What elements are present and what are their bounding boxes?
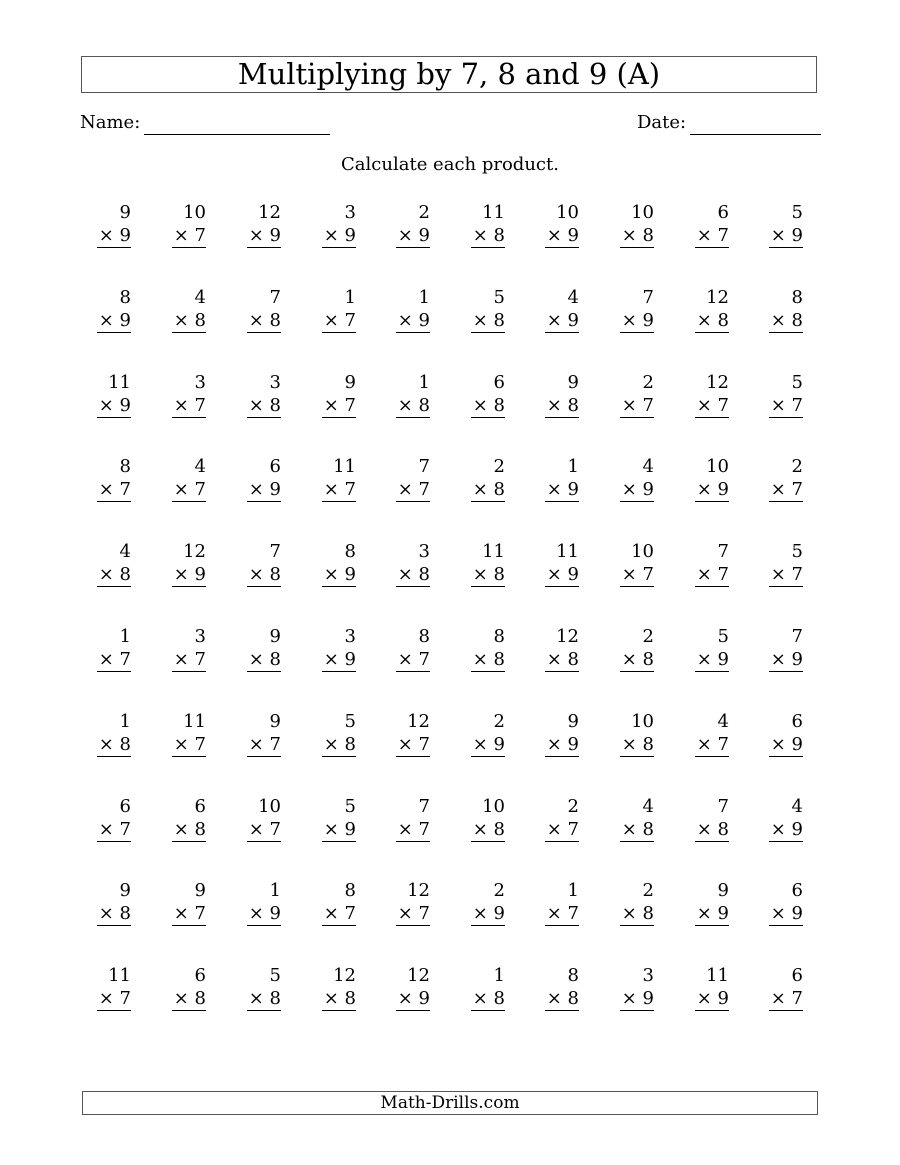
multiplicand: 6: [717, 202, 729, 223]
multiplier: × 8: [472, 819, 505, 840]
multiplicand: 5: [717, 626, 729, 647]
multiplier: × 9: [546, 479, 579, 500]
multiplicand: 10: [706, 456, 729, 477]
multiplicand: 6: [194, 796, 206, 817]
multiplicand: 4: [791, 796, 803, 817]
multiplicand: 1: [119, 711, 131, 732]
multiplicand: 4: [567, 287, 579, 308]
multiplier: × 8: [248, 395, 281, 416]
multiplicand: 8: [567, 965, 579, 986]
multiplicand: 12: [183, 541, 206, 562]
multiplier: × 7: [546, 903, 579, 924]
multiplicand: 4: [194, 456, 206, 477]
multiplicand: 11: [108, 372, 131, 393]
multiplier: × 8: [173, 988, 206, 1009]
multiplicand: 12: [407, 965, 430, 986]
multiplicand: 9: [567, 372, 579, 393]
multiplier: × 9: [621, 310, 654, 331]
multiplicand: 10: [631, 711, 654, 732]
multiplier: × 8: [323, 734, 356, 755]
multiplier: × 8: [472, 395, 505, 416]
multiplier: × 7: [98, 988, 131, 1009]
multiplier: × 7: [173, 734, 206, 755]
multiplier: × 8: [173, 310, 206, 331]
multiplicand: 2: [493, 880, 505, 901]
multiplier: × 8: [472, 649, 505, 670]
multiplier: × 8: [323, 988, 356, 1009]
multiplicand: 2: [493, 456, 505, 477]
multiplier: × 9: [546, 734, 579, 755]
multiplicand: 1: [567, 456, 579, 477]
multiplicand: 1: [418, 287, 430, 308]
multiplier: × 8: [621, 734, 654, 755]
multiplier: × 9: [472, 734, 505, 755]
multiplicand: 3: [194, 626, 206, 647]
instructions: Calculate each product.: [341, 154, 559, 175]
multiplicand: 12: [407, 880, 430, 901]
multiplicand: 3: [269, 372, 281, 393]
multiplicand: 11: [556, 541, 579, 562]
multiplier: × 7: [397, 479, 430, 500]
multiplier: × 8: [248, 988, 281, 1009]
multiplicand: 8: [418, 626, 430, 647]
multiplier: × 8: [472, 988, 505, 1009]
multiplicand: 11: [333, 456, 356, 477]
multiplicand: 10: [183, 202, 206, 223]
multiplicand: 6: [791, 880, 803, 901]
multiplicand: 10: [631, 202, 654, 223]
multiplicand: 4: [717, 711, 729, 732]
multiplicand: 3: [418, 541, 430, 562]
multiplicand: 3: [194, 372, 206, 393]
multiplicand: 6: [269, 456, 281, 477]
multiplier: × 7: [621, 564, 654, 585]
multiplier: × 9: [323, 564, 356, 585]
multiplier: × 7: [98, 479, 131, 500]
multiplicand: 5: [269, 965, 281, 986]
multiplier: × 7: [397, 649, 430, 670]
multiplier: × 7: [98, 819, 131, 840]
multiplier: × 7: [173, 903, 206, 924]
multiplicand: 9: [567, 711, 579, 732]
multiplicand: 7: [269, 541, 281, 562]
multiplicand: 9: [344, 372, 356, 393]
multiplier: × 9: [770, 734, 803, 755]
multiplicand: 11: [482, 202, 505, 223]
multiplicand: 9: [119, 880, 131, 901]
multiplicand: 3: [344, 202, 356, 223]
multiplier: × 9: [397, 310, 430, 331]
multiplicand: 9: [717, 880, 729, 901]
multiplicand: 7: [717, 541, 729, 562]
multiplier: × 7: [696, 225, 729, 246]
multiplier: × 7: [696, 564, 729, 585]
multiplier: × 9: [98, 310, 131, 331]
multiplier: × 9: [546, 310, 579, 331]
multiplicand: 9: [269, 626, 281, 647]
multiplier: × 9: [546, 225, 579, 246]
multiplicand: 12: [706, 287, 729, 308]
multiplier: × 7: [248, 734, 281, 755]
multiplier: × 9: [397, 988, 430, 1009]
multiplier: × 9: [696, 649, 729, 670]
multiplicand: 12: [407, 711, 430, 732]
multiplicand: 5: [791, 202, 803, 223]
multiplier: × 8: [546, 988, 579, 1009]
multiplier: × 7: [173, 479, 206, 500]
multiplier: × 7: [98, 649, 131, 670]
multiplier: × 7: [770, 395, 803, 416]
multiplicand: 6: [493, 372, 505, 393]
multiplier: × 7: [621, 395, 654, 416]
multiplicand: 7: [418, 456, 430, 477]
multiplicand: 5: [493, 287, 505, 308]
multiplier: × 8: [98, 734, 131, 755]
multiplier: × 8: [472, 225, 505, 246]
multiplier: × 8: [98, 903, 131, 924]
multiplicand: 11: [183, 711, 206, 732]
multiplier: × 8: [621, 225, 654, 246]
multiplier: × 9: [770, 225, 803, 246]
multiplier: × 8: [248, 649, 281, 670]
multiplier: × 9: [98, 225, 131, 246]
multiplicand: 6: [791, 965, 803, 986]
multiplier: × 9: [770, 649, 803, 670]
multiplicand: 1: [493, 965, 505, 986]
multiplier: × 9: [173, 564, 206, 585]
multiplicand: 4: [194, 287, 206, 308]
multiplicand: 10: [482, 796, 505, 817]
multiplier: × 8: [770, 310, 803, 331]
multiplier: × 7: [323, 395, 356, 416]
multiplier: × 8: [546, 395, 579, 416]
multiplicand: 2: [642, 372, 654, 393]
multiplier: × 9: [397, 225, 430, 246]
multiplier: × 9: [248, 479, 281, 500]
multiplicand: 7: [717, 796, 729, 817]
multiplier: × 9: [472, 903, 505, 924]
multiplicand: 5: [344, 711, 356, 732]
multiplier: × 7: [323, 310, 356, 331]
multiplicand: 11: [482, 541, 505, 562]
multiplicand: 8: [344, 880, 356, 901]
multiplicand: 2: [791, 456, 803, 477]
footer-source: Math-Drills.com: [82, 1091, 818, 1115]
multiplier: × 9: [696, 903, 729, 924]
multiplicand: 10: [631, 541, 654, 562]
multiplier: × 7: [696, 734, 729, 755]
multiplicand: 6: [119, 796, 131, 817]
multiplier: × 8: [173, 819, 206, 840]
multiplier: × 8: [397, 395, 430, 416]
multiplicand: 7: [269, 287, 281, 308]
multiplier: × 7: [323, 479, 356, 500]
multiplier: × 9: [696, 988, 729, 1009]
multiplier: × 8: [621, 819, 654, 840]
multiplicand: 4: [119, 541, 131, 562]
multiplier: × 9: [248, 903, 281, 924]
multiplier: × 8: [397, 564, 430, 585]
multiplier: × 7: [173, 395, 206, 416]
multiplier: × 9: [248, 225, 281, 246]
multiplicand: 8: [119, 287, 131, 308]
multiplicand: 8: [791, 287, 803, 308]
multiplicand: 12: [258, 202, 281, 223]
multiplier: × 7: [546, 819, 579, 840]
multiplier: × 7: [323, 903, 356, 924]
multiplicand: 8: [344, 541, 356, 562]
multiplicand: 7: [642, 287, 654, 308]
multiplicand: 5: [791, 541, 803, 562]
multiplier: × 8: [546, 649, 579, 670]
multiplicand: 5: [344, 796, 356, 817]
multiplier: × 9: [770, 903, 803, 924]
multiplicand: 9: [269, 711, 281, 732]
multiplier: × 9: [621, 988, 654, 1009]
multiplicand: 8: [119, 456, 131, 477]
multiplier: × 7: [397, 903, 430, 924]
multiplicand: 2: [567, 796, 579, 817]
multiplier: × 9: [323, 819, 356, 840]
multiplier: × 9: [323, 225, 356, 246]
multiplier: × 7: [397, 819, 430, 840]
multiplier: × 8: [472, 564, 505, 585]
multiplicand: 7: [791, 626, 803, 647]
multiplicand: 4: [642, 456, 654, 477]
multiplicand: 1: [119, 626, 131, 647]
multiplier: × 9: [696, 479, 729, 500]
multiplicand: 12: [556, 626, 579, 647]
multiplicand: 2: [493, 711, 505, 732]
multiplier: × 7: [770, 564, 803, 585]
multiplicand: 5: [791, 372, 803, 393]
multiplicand: 10: [556, 202, 579, 223]
multiplier: × 8: [248, 310, 281, 331]
multiplier: × 8: [696, 310, 729, 331]
multiplier: × 9: [98, 395, 131, 416]
multiplicand: 1: [567, 880, 579, 901]
multiplier: × 7: [770, 988, 803, 1009]
multiplicand: 12: [333, 965, 356, 986]
multiplicand: 9: [194, 880, 206, 901]
multiplier: × 7: [696, 395, 729, 416]
multiplicand: 11: [108, 965, 131, 986]
multiplicand: 6: [194, 965, 206, 986]
multiplicand: 6: [791, 711, 803, 732]
multiplier: × 8: [98, 564, 131, 585]
multiplier: × 9: [621, 479, 654, 500]
multiplicand: 1: [418, 372, 430, 393]
date-label: Date:: [637, 112, 687, 133]
multiplier: × 7: [173, 225, 206, 246]
multiplier: × 8: [472, 479, 505, 500]
multiplicand: 3: [642, 965, 654, 986]
multiplier: × 7: [248, 819, 281, 840]
multiplier: × 9: [770, 819, 803, 840]
multiplicand: 10: [258, 796, 281, 817]
multiplier: × 7: [173, 649, 206, 670]
multiplier: × 7: [397, 734, 430, 755]
multiplicand: 2: [418, 202, 430, 223]
multiplier: × 8: [621, 649, 654, 670]
multiplier: × 8: [472, 310, 505, 331]
multiplicand: 4: [642, 796, 654, 817]
worksheet-title: Multiplying by 7, 8 and 9 (A): [81, 56, 817, 93]
multiplicand: 7: [418, 796, 430, 817]
multiplier: × 9: [546, 564, 579, 585]
multiplicand: 2: [642, 880, 654, 901]
multiplicand: 11: [706, 965, 729, 986]
multiplier: × 8: [248, 564, 281, 585]
multiplicand: 9: [119, 202, 131, 223]
multiplier: × 9: [323, 649, 356, 670]
multiplicand: 1: [344, 287, 356, 308]
multiplier: × 8: [696, 819, 729, 840]
multiplicand: 1: [269, 880, 281, 901]
multiplicand: 3: [344, 626, 356, 647]
multiplier: × 7: [770, 479, 803, 500]
multiplicand: 2: [642, 626, 654, 647]
multiplicand: 8: [493, 626, 505, 647]
multiplicand: 12: [706, 372, 729, 393]
multiplier: × 8: [621, 903, 654, 924]
name-label: Name:: [80, 112, 141, 133]
